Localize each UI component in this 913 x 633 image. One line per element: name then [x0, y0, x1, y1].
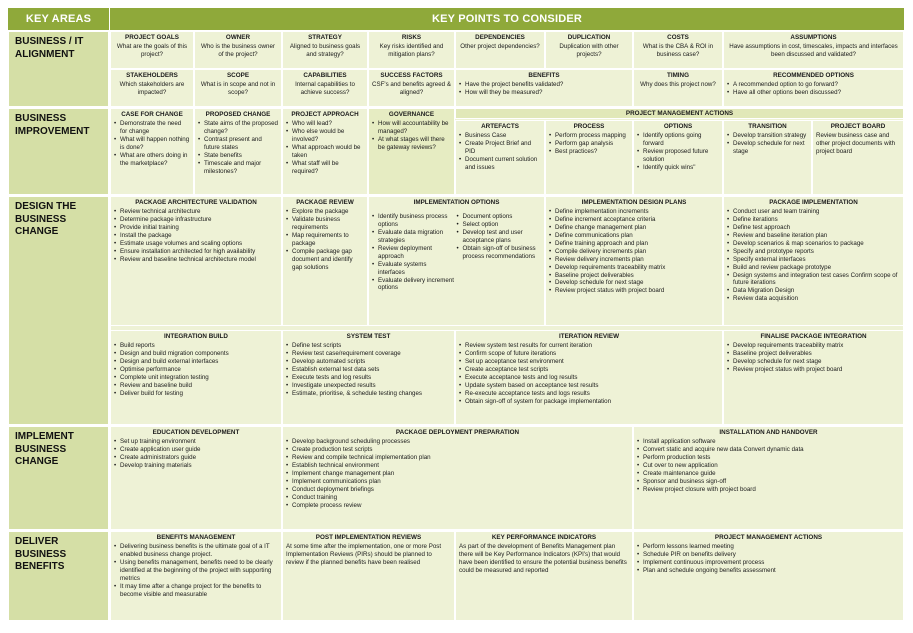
align-cell-2-text: Aligned to business goals and strategy?: [289, 43, 361, 58]
key-performance-indicators-title: KEY PERFORMANCE INDICATORS: [491, 534, 597, 541]
list-item: • Define communications plan: [549, 232, 719, 240]
list-item: • Contrast present and future states: [198, 136, 278, 152]
list-item: • Deliver build for testing: [114, 390, 278, 398]
pm-cell-4-text: Review business case and other project documents with project board: [816, 132, 896, 155]
area-design: DESIGN THE BUSINESS CHANGE: [8, 196, 109, 425]
list-item: • Implement change management plan: [286, 470, 629, 478]
list-item: • Timescale and major milestones?: [198, 160, 278, 176]
list-item: • Build and review package prototype: [727, 264, 900, 272]
iteration-review-list: [459, 342, 719, 406]
align2-cell-0-text: Which stakeholders are impacted?: [119, 81, 185, 96]
pm-cell-3-title: TRANSITION: [748, 123, 787, 130]
finalise-package-integration-title: FINALISE PACKAGE INTEGRATION: [760, 333, 867, 340]
align2-cell-6-title: RECOMMENDED OPTIONS: [773, 72, 854, 79]
pm-cell-1: [545, 120, 633, 195]
list-item: • Install the package: [114, 232, 278, 240]
list-item: • Develop transition strategy: [727, 132, 808, 140]
list-item: • Sponsor and business sign-off: [637, 478, 900, 486]
improve-cell-3-list: [372, 120, 451, 152]
align-cell-5-title: DUPLICATION: [567, 34, 611, 41]
list-item: • Develop schedule for next stage: [727, 140, 808, 156]
list-item: • Conduct user and team training: [727, 208, 900, 216]
list-item: • Estimate, prioritise, & schedule testing changes: [286, 390, 451, 398]
list-item: • Implement communications plan: [286, 478, 629, 486]
align2-cell-4: [455, 69, 633, 107]
list-item: • Review and baseline iteration plan: [727, 232, 900, 240]
education-development: [110, 426, 282, 530]
implementation-design-plans: [545, 196, 723, 326]
finalise-package-integration-list: [727, 342, 900, 374]
list-item: • Identify quick wins": [637, 164, 719, 172]
package-implementation: [723, 196, 904, 326]
list-item: • Perform gap analysis: [549, 140, 629, 148]
list-item: • Review data acquisition: [727, 295, 900, 303]
benefits-management: [110, 531, 282, 621]
list-item: • Obtain sign-off of business process recommendations: [457, 245, 539, 261]
package-architecture-validation-title: PACKAGE ARCHITECTURE VALIDATION: [135, 199, 257, 206]
implementation-design-plans-title: IMPLEMENTATION DESIGN PLANS: [581, 199, 687, 206]
education-development-list: [114, 438, 278, 470]
pm-cell-4: [812, 120, 904, 195]
implementation-options-list: [372, 213, 454, 292]
list-item: • Review delivery increments plan: [549, 256, 719, 264]
pm-cell-3: [723, 120, 812, 195]
list-item: • How will accountability be managed?: [372, 120, 451, 136]
pm-cell-0-title: ARTEFACTS: [481, 123, 519, 130]
list-item: • What are others doing in the marketplace?: [114, 152, 190, 168]
package-review: [282, 196, 368, 326]
area-implement: IMPLEMENT BUSINESS CHANGE: [8, 426, 109, 530]
list-item: • Review proposed future solution: [637, 148, 719, 164]
list-item: • Optimise performance: [114, 366, 278, 374]
list-item: • Develop background scheduling processes: [286, 438, 629, 446]
improve-cell-1-title: PROPOSED CHANGE: [205, 111, 271, 118]
package-deployment-preparation: [282, 426, 633, 530]
improve-cell-2: [282, 108, 368, 195]
list-item: • Review deployment approach: [372, 245, 454, 261]
align2-cell-2-title: CAPABILITIES: [303, 72, 347, 79]
list-item: • Create acceptance test scripts: [459, 366, 719, 374]
list-item: • Develop automated scripts: [286, 358, 451, 366]
align2-cell-1: [194, 69, 282, 107]
list-item: • Develop training materials: [114, 462, 278, 470]
pm-actions-bar: PROJECT MANAGEMENT ACTIONS: [455, 108, 904, 119]
align-cell-0-title: PROJECT GOALS: [125, 34, 179, 41]
pm-cell-3-list: [727, 132, 808, 156]
list-item: • Perform production tests: [637, 454, 900, 462]
align-cell-0-text: What are the goals of this project?: [116, 43, 188, 58]
align-cell-7-text: Have assumptions in cost, timescales, impacts and interfaces been discussed and validated?: [729, 43, 898, 58]
finalise-package-integration: [723, 330, 904, 425]
list-item: • Confirm scope of future iterations: [459, 350, 719, 358]
list-item: • Execute tests and log results: [286, 374, 451, 382]
list-item: • Validate business requirements: [286, 216, 364, 232]
align2-cell-3-title: SUCCESS FACTORS: [380, 72, 443, 79]
align2-cell-4-title: BENEFITS: [528, 72, 560, 79]
align-cell-5-text: Duplication with other projects?: [559, 43, 619, 58]
deliver-pm-actions: [633, 531, 904, 621]
list-item: • Explore the package: [286, 208, 364, 216]
list-item: • Define training approach and plan: [549, 240, 719, 248]
align2-cell-4-list: [459, 81, 629, 97]
list-item: • How will they be measured?: [459, 89, 629, 97]
list-item: • Complete unit integration testing: [114, 374, 278, 382]
key-points-header: KEY POINTS TO CONSIDER: [110, 8, 904, 30]
list-item: • Using benefits management, benefits need to be clearly identified at the beginning of the project with supporting metrics: [114, 559, 278, 583]
align-cell-2: [282, 31, 368, 69]
list-item: • It may time after a change project for the benefits to become visible and measurable: [114, 583, 278, 599]
benefits-management-list: [114, 543, 278, 599]
list-item: • Cut over to new application: [637, 462, 900, 470]
key-areas-header: KEY AREAS: [8, 8, 109, 30]
list-item: • Develop schedule for next stage: [727, 358, 900, 366]
area-improvement: BUSINESS IMPROVEMENT: [8, 108, 109, 195]
improve-cell-3: [368, 108, 455, 195]
list-item: • Conduct deployment briefings: [286, 486, 629, 494]
list-item: • Demonstrate the need for change: [114, 120, 190, 136]
post-implementation-reviews-title: POST IMPLEMENTATION REVIEWS: [315, 534, 422, 541]
deliver-pm-actions-list: [637, 543, 900, 575]
list-item: • Estimate usage volumes and scaling options: [114, 240, 278, 248]
align-cell-0: [110, 31, 194, 69]
implementation-options: [368, 196, 545, 326]
list-item: • Design and build migration components: [114, 350, 278, 358]
list-item: • State benefits: [198, 152, 278, 160]
list-item: • Develop scenarios & map scenarios to package: [727, 240, 900, 248]
list-item: • Establish external test data sets: [286, 366, 451, 374]
list-item: • A recommended option to go forward?: [727, 81, 900, 89]
list-item: • Who else would be involved?: [286, 128, 364, 144]
package-architecture-validation-list: [114, 208, 278, 264]
iteration-review: [455, 330, 723, 425]
improve-cell-1-list: [198, 120, 278, 176]
list-item: • Plan and schedule ongoing benefits assessment: [637, 567, 900, 575]
list-item: • Select option: [457, 221, 539, 229]
pm-cell-0: [455, 120, 545, 195]
integration-build: [110, 330, 282, 425]
pm-cell-1-list: [549, 132, 629, 156]
deliver-pm-actions-title: PROJECT MANAGEMENT ACTIONS: [714, 534, 823, 541]
list-item: • What staff will be required?: [286, 160, 364, 176]
align2-cell-3-text: CSF's and benefits agreed & aligned?: [372, 81, 451, 96]
list-item: • Who will lead?: [286, 120, 364, 128]
list-item: • Create administrators guide: [114, 454, 278, 462]
system-test: [282, 330, 455, 425]
list-item: • Determine package infrastructure: [114, 216, 278, 224]
improve-cell-2-title: PROJECT APPROACH: [291, 111, 359, 118]
list-item: • Build reports: [114, 342, 278, 350]
list-item: • Create maintenance guide: [637, 470, 900, 478]
list-item: • Specify and prototype reports: [727, 248, 900, 256]
post-implementation-reviews: [282, 531, 455, 621]
installation-and-handover-list: [637, 438, 900, 494]
area-alignment: BUSINESS / IT ALIGNMENT: [8, 31, 109, 107]
improve-cell-2-list: [286, 120, 364, 176]
list-item: • Specify external interfaces: [727, 256, 900, 264]
list-item: • Create production test scripts: [286, 446, 629, 454]
list-item: • Perform lessons learned meeting: [637, 543, 900, 551]
list-item: • Develop test and user acceptance plans: [457, 229, 539, 245]
align2-cell-1-title: SCOPE: [226, 72, 250, 79]
list-item: • Implement continuous improvement process: [637, 559, 900, 567]
list-item: • Evaluate systems interfaces: [372, 261, 454, 277]
list-item: • Review test case/requirement coverage: [286, 350, 451, 358]
list-item: • What will happen nothing is done?: [114, 136, 190, 152]
system-test-list: [286, 342, 451, 398]
installation-and-handover-title: INSTALLATION AND HANDOVER: [719, 429, 818, 436]
align-cell-6-title: COSTS: [667, 34, 689, 41]
align-cell-1: [194, 31, 282, 69]
align-cell-6-text: What is the CBA & ROI in business case?: [642, 43, 714, 58]
list-item: • Best practices?: [549, 148, 629, 156]
align2-cell-0: [110, 69, 194, 107]
pm-cell-2-list: [637, 132, 719, 172]
package-implementation-title: PACKAGE IMPLEMENTATION: [769, 199, 858, 206]
align2-cell-2: [282, 69, 368, 107]
list-item: • Define change management plan: [549, 224, 719, 232]
align2-cell-0-title: STAKEHOLDERS: [126, 72, 178, 79]
align-cell-6: [633, 31, 723, 69]
align-cell-4-text: Other project dependencies?: [460, 43, 540, 51]
package-review-list: [286, 208, 364, 272]
list-item: • Evaluate data migration strategies: [372, 229, 454, 245]
list-item: • Set up acceptance test environment: [459, 358, 719, 366]
integration-build-title: INTEGRATION BUILD: [164, 333, 228, 340]
list-item: • Define iterations: [727, 216, 900, 224]
align-cell-4: [455, 31, 545, 69]
align2-cell-6-list: [727, 81, 900, 97]
align2-cell-2-text: Internal capabilities to achieve success?: [295, 81, 355, 96]
list-item: • Define implementation increments: [549, 208, 719, 216]
list-item: • Install application software: [637, 438, 900, 446]
list-item: • Perform process mapping: [549, 132, 629, 140]
list-item: • Develop schedule for next stage: [549, 279, 719, 287]
list-item: • Business Case: [459, 132, 541, 140]
list-item: • Design systems and integration test cases Confirm scope of future iterations: [727, 272, 900, 288]
list-item: • Review system test results for current iteration: [459, 342, 719, 350]
implementation-design-plans-list: [549, 208, 719, 295]
list-item: • Review and baseline build: [114, 382, 278, 390]
list-item: • Data Migration Design: [727, 287, 900, 295]
list-item: • Establish technical environment: [286, 462, 629, 470]
pm-cell-2: [633, 120, 723, 195]
list-item: • Delivering business benefits is the ultimate goal of a IT enabled business change project.: [114, 543, 278, 559]
pm-cell-4-title: PROJECT BOARD: [830, 123, 886, 130]
list-item: • Review project status with project board: [549, 287, 719, 295]
list-item: • Define test scripts: [286, 342, 451, 350]
list-item: • Ensure installation architected for high availability: [114, 248, 278, 256]
list-item: • Provide initial training: [114, 224, 278, 232]
list-item: • Define test approach: [727, 224, 900, 232]
align2-cell-5-text: Why does this project now?: [640, 81, 716, 89]
align2-cell-5-title: TIMING: [666, 72, 690, 79]
list-item: • Create application user guide: [114, 446, 278, 454]
align-cell-5: [545, 31, 633, 69]
list-item: • Identify options going forward: [637, 132, 719, 148]
list-item: • Re-execute acceptance tests and logs results: [459, 390, 719, 398]
improve-cell-0-title: CASE FOR CHANGE: [121, 111, 183, 118]
post-implementation-reviews-text: At some time after the implementation, one or more Post Implementation Reviews (PIRs) should be planned to review if the planned benefits have been realised: [286, 543, 442, 566]
align-cell-3-text: Key risks identified and mitigation plans?: [379, 43, 444, 58]
list-item: • Baseline project deliverables: [549, 272, 719, 280]
list-item: • Map requirements to package: [286, 232, 364, 248]
list-item: • Update system based on acceptance test results: [459, 382, 719, 390]
pm-cell-0-list: [459, 132, 541, 172]
list-item: • Review and baseline technical architecture model: [114, 256, 278, 264]
list-item: • Compile delivery increments plan: [549, 248, 719, 256]
list-item: • Obtain sign-off of system for package implementation: [459, 398, 719, 406]
list-item: • Set up training environment: [114, 438, 278, 446]
key-performance-indicators-text: As part of the development of Benefits Management plan there will be Key Performance Indicators (KPI's) that would have been identified to ensure the potential business benefits could be measured and reported: [459, 543, 627, 574]
key-performance-indicators: [455, 531, 633, 621]
list-item: • Convert static and acquire new data Convert dynamic data: [637, 446, 900, 454]
package-deployment-preparation-title: PACKAGE DEPLOYMENT PREPARATION: [395, 429, 520, 436]
package-architecture-validation: [110, 196, 282, 326]
improve-cell-3-title: GOVERNANCE: [388, 111, 435, 118]
list-item: • Review technical architecture: [114, 208, 278, 216]
align-cell-4-title: DEPENDENCIES: [475, 34, 525, 41]
align-cell-7-title: ASSUMPTIONS: [790, 34, 837, 41]
improve-cell-1: [194, 108, 282, 195]
education-development-title: EDUCATION DEVELOPMENT: [152, 429, 240, 436]
list-item: • Compile package gap document and identify gap solutions: [286, 248, 364, 272]
list-item: • Investigate unexpected results: [286, 382, 451, 390]
improve-cell-0-list: [114, 120, 190, 168]
list-item: • Complete process review: [286, 502, 629, 510]
implementation-options-list: [457, 213, 539, 261]
list-item: • Design and build external interfaces: [114, 358, 278, 366]
list-item: • Create Project Brief and PID: [459, 140, 541, 156]
list-item: • Conduct training: [286, 494, 629, 502]
integration-build-list: [114, 342, 278, 398]
benefits-management-title: BENEFITS MANAGEMENT: [156, 534, 236, 541]
align-cell-3: [368, 31, 455, 69]
list-item: • Define increment acceptance criteria: [549, 216, 719, 224]
list-item: • Develop requirements traceability matrix: [549, 264, 719, 272]
align2-cell-6: [723, 69, 904, 107]
list-item: • What approach would be taken: [286, 144, 364, 160]
list-item: • Have the project benefits validated?: [459, 81, 629, 89]
package-implementation-list: [727, 208, 900, 303]
list-item: • Document options: [457, 213, 539, 221]
list-item: • Schedule PIR on benefits delivery: [637, 551, 900, 559]
list-item: • Execute acceptance tests and log results: [459, 374, 719, 382]
list-item: • At what stages will there be gateway reviews?: [372, 136, 451, 152]
align-cell-7: [723, 31, 904, 69]
align-cell-1-text: Who is the business owner of the project?: [201, 43, 275, 58]
align2-cell-5: [633, 69, 723, 107]
list-item: • Review and compile technical implementation plan: [286, 454, 629, 462]
package-deployment-preparation-list: [286, 438, 629, 509]
improve-cell-0: [110, 108, 194, 195]
list-item: • Review project closure with project board: [637, 486, 900, 494]
implementation-options-title: IMPLEMENTATION OPTIONS: [413, 199, 500, 206]
installation-and-handover: [633, 426, 904, 530]
list-item: • Develop requirements traceability matrix: [727, 342, 900, 350]
list-item: • Evaluate delivery increment options: [372, 277, 454, 293]
list-item: • State aims of the proposed change?: [198, 120, 278, 136]
list-item: • Document current solution and issues: [459, 156, 541, 172]
system-test-title: SYSTEM TEST: [346, 333, 391, 340]
package-review-title: PACKAGE REVIEW: [296, 199, 354, 206]
pm-cell-2-title: OPTIONS: [663, 123, 693, 130]
list-item: • Baseline project deliverables: [727, 350, 900, 358]
align-cell-2-title: STRATEGY: [308, 34, 342, 41]
list-item: • Identify business process options: [372, 213, 454, 229]
align2-cell-3: [368, 69, 455, 107]
pm-cell-1-title: PROCESS: [573, 123, 605, 130]
align2-cell-1-text: What is in scope and not in scope?: [200, 81, 276, 96]
list-item: • Review project status with project board: [727, 366, 900, 374]
list-item: • Have all other options been discussed?: [727, 89, 900, 97]
iteration-review-title: ITERATION REVIEW: [558, 333, 620, 340]
align-cell-1-title: OWNER: [225, 34, 251, 41]
align-cell-3-title: RISKS: [401, 34, 422, 41]
area-deliver: DELIVER BUSINESS BENEFITS: [8, 531, 109, 621]
